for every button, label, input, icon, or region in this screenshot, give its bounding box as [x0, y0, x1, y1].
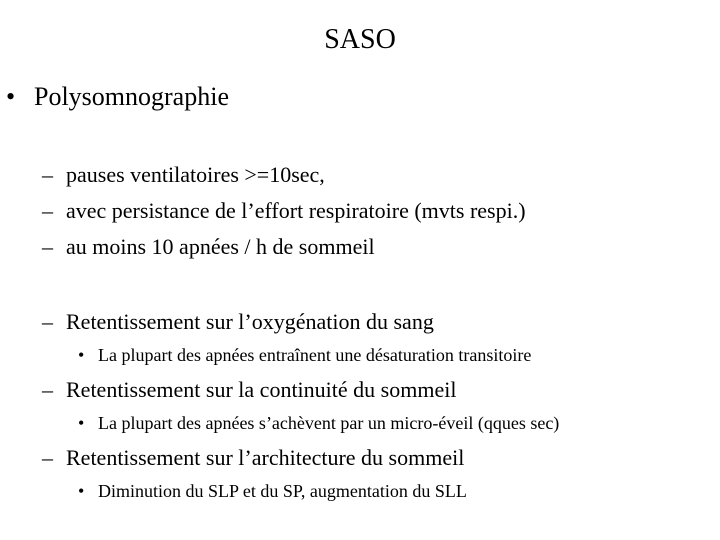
- dash-icon: –: [42, 198, 53, 223]
- dash-icon: –: [42, 377, 53, 402]
- dash-icon: –: [42, 162, 53, 187]
- main-bullet-text: Polysomnographie: [34, 82, 229, 111]
- impact-heading: [42, 445, 464, 471]
- bullet-icon: •: [6, 82, 16, 111]
- impact-detail-text: La plupart des apnées s’achèvent par un micro-éveil (qques sec): [98, 413, 560, 433]
- criteria-text: avec persistance de l’effort respiratoire (mvts respi.): [66, 198, 526, 223]
- impact-heading-text: Retentissement sur l’oxygénation du sang: [66, 309, 434, 334]
- impact-detail: [78, 413, 559, 434]
- impact-detail-text: Diminution du SLP et du SP, augmentation du SLL: [98, 481, 467, 501]
- criteria-text: au moins 10 apnées / h de sommeil: [66, 234, 375, 259]
- impact-detail: [78, 345, 531, 366]
- slide-title: SASO: [324, 24, 396, 55]
- criteria-text: pauses ventilatoires >=10sec,: [66, 162, 325, 187]
- bullet-icon: •: [78, 345, 85, 365]
- dash-icon: –: [42, 234, 53, 259]
- criteria-item: [42, 234, 375, 260]
- main-bullet: [6, 82, 229, 112]
- impact-detail: [78, 481, 467, 502]
- bullet-icon: •: [78, 413, 85, 433]
- criteria-item: [42, 198, 526, 224]
- criteria-item: [42, 162, 325, 188]
- bullet-icon: •: [78, 481, 85, 501]
- impact-heading-text: Retentissement sur la continuité du sommeil: [66, 377, 457, 402]
- impact-heading-text: Retentissement sur l’architecture du sommeil: [66, 445, 465, 470]
- dash-icon: –: [42, 445, 53, 470]
- impact-detail-text: La plupart des apnées entraînent une désaturation transitoire: [98, 345, 532, 365]
- impact-heading: [42, 309, 434, 335]
- dash-icon: –: [42, 309, 53, 334]
- impact-heading: [42, 377, 456, 403]
